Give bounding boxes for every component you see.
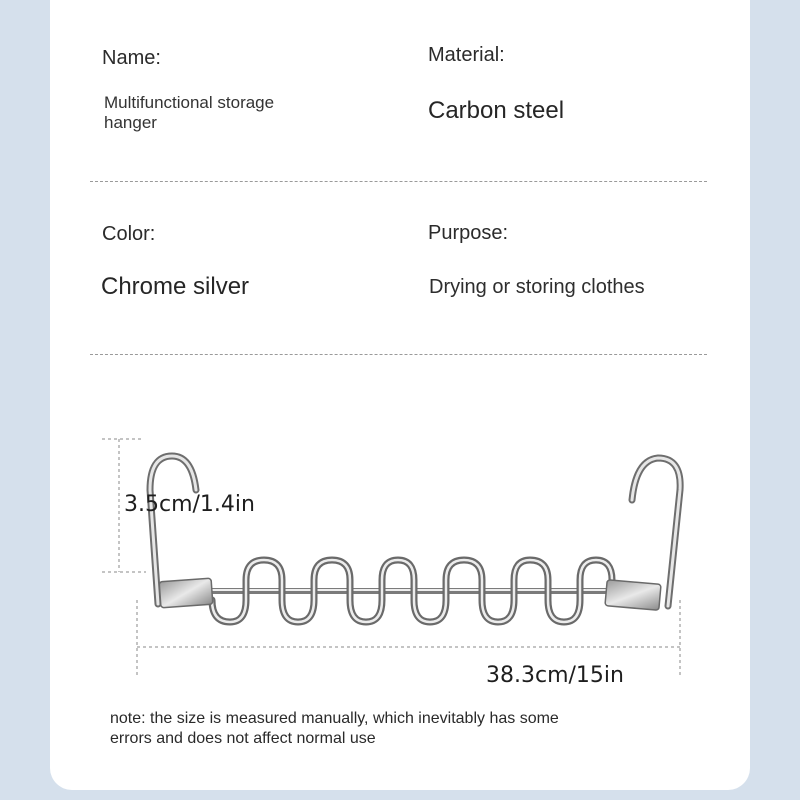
material-value: Carbon steel bbox=[428, 97, 565, 124]
height-dimension-label: 3.5cm/1.4in bbox=[124, 492, 255, 517]
note-line2: errors and does not affect normal use bbox=[110, 730, 376, 747]
material-label: Material: bbox=[428, 44, 505, 66]
left-clamp bbox=[159, 578, 213, 608]
color-value: Chrome silver bbox=[101, 273, 250, 300]
name-value-line2: hanger bbox=[104, 113, 157, 132]
name-label: Name: bbox=[102, 47, 161, 69]
right-clamp bbox=[605, 580, 661, 611]
purpose-value: Drying or storing clothes bbox=[429, 276, 645, 298]
purpose-label: Purpose: bbox=[428, 222, 509, 244]
measurement-note bbox=[110, 709, 559, 749]
name-value-line1: Multifunctional storage bbox=[104, 93, 275, 112]
width-dimension-label: 38.3cm/15in bbox=[486, 663, 624, 688]
note-line1: note: the size is measured manually, which inevitably has some bbox=[110, 710, 559, 727]
color-label: Color: bbox=[102, 223, 156, 245]
